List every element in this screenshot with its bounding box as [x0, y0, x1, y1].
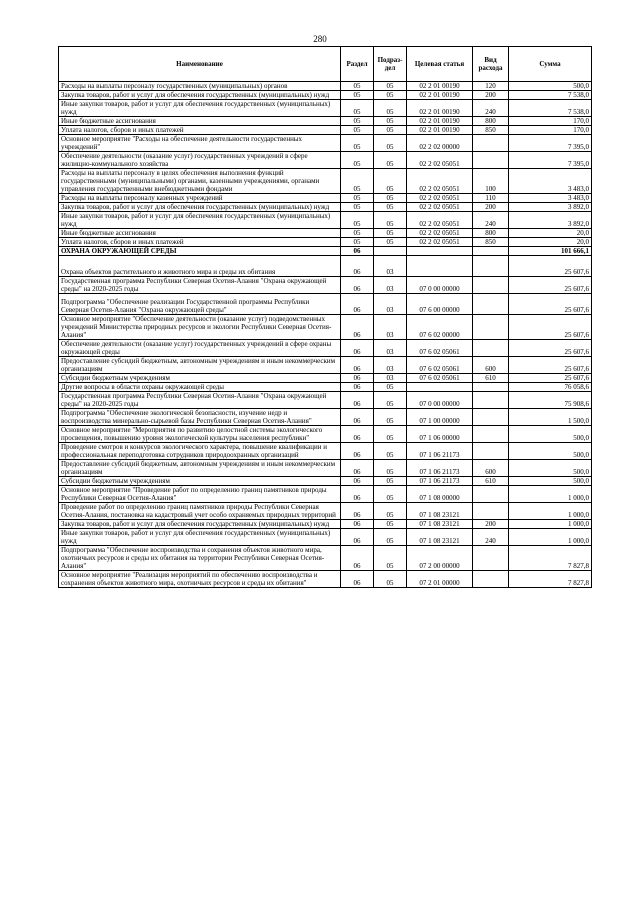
cell-target-item: 07 0 00 00000: [407, 392, 473, 409]
cell-razdel: 06: [341, 277, 374, 294]
cell-target-item: 02 2 02 05051: [407, 212, 473, 229]
cell-sum: 7 395,0: [509, 135, 592, 152]
table-row: [59, 135, 592, 152]
cell-expense-type: 200: [473, 203, 509, 212]
cell-podrazdel: 05: [374, 477, 407, 486]
column-header-razdel: Раздел: [341, 47, 374, 82]
cell-expense-type: [473, 571, 509, 588]
cell-podrazdel: 05: [374, 117, 407, 126]
cell-expense-type: 240: [473, 212, 509, 229]
cell-podrazdel: 05: [374, 571, 407, 588]
cell-razdel: 05: [341, 169, 374, 194]
cell-name: Закупка товаров, работ и услуг для обеспечения государственных (муниципальных) нужд: [59, 520, 341, 529]
cell-razdel: 06: [341, 294, 374, 315]
table-row: [59, 315, 592, 340]
cell-razdel: 06: [341, 315, 374, 340]
cell-name: Обеспечение деятельности (оказание услуг) государственных учреждений в сфере жилищно-коммунального хозяйства: [59, 152, 341, 169]
table-row: [59, 152, 592, 169]
cell-razdel: 05: [341, 135, 374, 152]
cell-name: Основное мероприятие "Реализация мероприятий по обеспечению воспроизводства и сохранения объектов животного мира, охотничьих ресурсов и среды их обитания": [59, 571, 341, 588]
cell-sum: 500,0: [509, 477, 592, 486]
table-row: [59, 91, 592, 100]
cell-name: Субсидии бюджетным учреждениям: [59, 477, 341, 486]
cell-sum: 25 607,6: [509, 315, 592, 340]
cell-sum: 25 607,6: [509, 340, 592, 357]
cell-expense-type: 200: [473, 91, 509, 100]
table-row: [59, 546, 592, 571]
cell-expense-type: [473, 426, 509, 443]
cell-target-item: [407, 256, 473, 277]
cell-expense-type: 110: [473, 194, 509, 203]
page-number: 280: [313, 34, 327, 44]
cell-razdel: 06: [341, 460, 374, 477]
cell-podrazdel: 05: [374, 169, 407, 194]
cell-expense-type: [473, 294, 509, 315]
cell-podrazdel: 05: [374, 546, 407, 571]
cell-razdel: 06: [341, 340, 374, 357]
cell-razdel: 05: [341, 82, 374, 91]
cell-sum: 20,0: [509, 229, 592, 238]
cell-expense-type: 610: [473, 477, 509, 486]
table-row: [59, 82, 592, 91]
cell-razdel: 06: [341, 409, 374, 426]
cell-expense-type: [473, 135, 509, 152]
cell-expense-type: [473, 392, 509, 409]
cell-sum: 76 058,6: [509, 383, 592, 392]
cell-podrazdel: 05: [374, 392, 407, 409]
cell-podrazdel: 05: [374, 194, 407, 203]
table-row: [59, 392, 592, 409]
column-header-expense-type: Вид расхода: [473, 47, 509, 82]
cell-sum: 20,0: [509, 238, 592, 247]
cell-target-item: 07 1 08 00000: [407, 486, 473, 503]
cell-razdel: 06: [341, 520, 374, 529]
table-row: [59, 212, 592, 229]
cell-target-item: 07 1 06 21173: [407, 477, 473, 486]
cell-podrazdel: [374, 247, 407, 256]
cell-name: Иные закупки товаров, работ и услуг для обеспечения государственных (муниципальных) нужд: [59, 212, 341, 229]
table-row: [59, 460, 592, 477]
cell-expense-type: [473, 277, 509, 294]
cell-podrazdel: 03: [374, 357, 407, 374]
cell-sum: 3 892,0: [509, 203, 592, 212]
cell-podrazdel: 03: [374, 256, 407, 277]
cell-expense-type: 600: [473, 357, 509, 374]
cell-expense-type: [473, 443, 509, 460]
table-row: [59, 409, 592, 426]
column-header-name: Наименование: [59, 47, 341, 82]
cell-sum: 101 666,1: [509, 247, 592, 256]
cell-expense-type: [473, 340, 509, 357]
cell-target-item: 07 6 02 00000: [407, 315, 473, 340]
cell-razdel: 06: [341, 546, 374, 571]
cell-target-item: 07 6 00 00000: [407, 294, 473, 315]
cell-expense-type: [473, 383, 509, 392]
cell-name: Государственная программа Республики Северная Осетия-Алания "Охрана окружающей среды" на 2020-2025 годы: [59, 392, 341, 409]
cell-name: Основное мероприятие "Проведение работ по определению границ памятников природы Республики Северная Осетия-Алания": [59, 486, 341, 503]
cell-sum: 25 607,6: [509, 277, 592, 294]
table-row: [59, 229, 592, 238]
cell-target-item: 02 2 01 00190: [407, 91, 473, 100]
cell-name: Другие вопросы в области охраны окружающей среды: [59, 383, 341, 392]
cell-target-item: 02 2 02 05051: [407, 194, 473, 203]
table-row: [59, 100, 592, 117]
cell-target-item: 07 1 06 00000: [407, 426, 473, 443]
table-header-row: [59, 47, 592, 82]
cell-podrazdel: 05: [374, 152, 407, 169]
cell-razdel: 05: [341, 126, 374, 135]
cell-podrazdel: 05: [374, 100, 407, 117]
table-row: [59, 117, 592, 126]
cell-sum: 500,0: [509, 426, 592, 443]
cell-podrazdel: 05: [374, 529, 407, 546]
cell-podrazdel: 05: [374, 486, 407, 503]
table-row: [59, 238, 592, 247]
cell-name: ОХРАНА ОКРУЖАЮЩЕЙ СРЕДЫ: [59, 247, 341, 256]
cell-razdel: 06: [341, 247, 374, 256]
cell-razdel: 05: [341, 203, 374, 212]
table-body: [59, 82, 592, 588]
cell-razdel: 06: [341, 256, 374, 277]
cell-expense-type: 800: [473, 229, 509, 238]
cell-razdel: 06: [341, 503, 374, 520]
cell-podrazdel: 05: [374, 135, 407, 152]
cell-sum: 500,0: [509, 460, 592, 477]
cell-expense-type: 100: [473, 169, 509, 194]
table-row: [59, 277, 592, 294]
cell-razdel: 05: [341, 100, 374, 117]
cell-name: Уплата налогов, сборов и иных платежей: [59, 126, 341, 135]
cell-sum: 75 908,6: [509, 392, 592, 409]
cell-target-item: 07 1 06 21173: [407, 443, 473, 460]
cell-podrazdel: 03: [374, 374, 407, 383]
cell-sum: 1 000,0: [509, 503, 592, 520]
column-header-target-item: Целевая статья: [407, 47, 473, 82]
cell-target-item: 02 2 02 05051: [407, 152, 473, 169]
cell-target-item: 02 2 01 00190: [407, 117, 473, 126]
cell-target-item: 02 2 02 05051: [407, 238, 473, 247]
cell-razdel: 06: [341, 443, 374, 460]
cell-expense-type: [473, 409, 509, 426]
cell-razdel: 06: [341, 383, 374, 392]
table-row: [59, 486, 592, 503]
cell-expense-type: [473, 486, 509, 503]
cell-name: Обеспечение деятельности (оказание услуг) государственных учреждений в сфере охраны окружающей среды: [59, 340, 341, 357]
cell-name: Закупка товаров, работ и услуг для обеспечения государственных (муниципальных) нужд: [59, 203, 341, 212]
cell-expense-type: 850: [473, 238, 509, 247]
cell-sum: 500,0: [509, 82, 592, 91]
cell-sum: 3 892,0: [509, 212, 592, 229]
cell-target-item: 07 2 00 00000: [407, 546, 473, 571]
cell-name: Основное мероприятие "Расходы на обеспечение деятельности государственных учреждений": [59, 135, 341, 152]
cell-name: Расходы на выплаты персоналу государственных (муниципальных) органов: [59, 82, 341, 91]
cell-target-item: 07 6 02 05061: [407, 340, 473, 357]
cell-sum: 25 607,6: [509, 357, 592, 374]
cell-target-item: 02 2 02 05051: [407, 203, 473, 212]
cell-target-item: [407, 247, 473, 256]
cell-razdel: 06: [341, 357, 374, 374]
cell-razdel: 06: [341, 529, 374, 546]
cell-podrazdel: 05: [374, 409, 407, 426]
table-row: [59, 520, 592, 529]
cell-target-item: [407, 383, 473, 392]
cell-razdel: 05: [341, 229, 374, 238]
cell-name: Основное мероприятие "Обеспечение деятельности (оказание услуг) подведомственных учреждений Министерства природных ресурсов и экологии Республики Северная Осетия-Алания": [59, 315, 341, 340]
cell-target-item: 07 1 00 00000: [407, 409, 473, 426]
cell-target-item: 02 2 02 05051: [407, 169, 473, 194]
cell-sum: 3 483,0: [509, 169, 592, 194]
table-row: [59, 126, 592, 135]
cell-name: Проведение работ по определению границ памятников природы Республики Северная Осетия-Алания, постановка на кадастровый учет особо охраняемых природных территорий: [59, 503, 341, 520]
cell-target-item: 07 6 02 05061: [407, 374, 473, 383]
cell-expense-type: [473, 546, 509, 571]
table-row: [59, 247, 592, 256]
cell-razdel: 06: [341, 374, 374, 383]
table-row: [59, 426, 592, 443]
cell-sum: 7 538,0: [509, 91, 592, 100]
cell-name: Подпрограмма "Обеспечение реализации Государственной программы Республики Северная Осетия-Алания "Охрана окружающей среды": [59, 294, 341, 315]
cell-razdel: 06: [341, 571, 374, 588]
cell-sum: 170,0: [509, 117, 592, 126]
cell-expense-type: [473, 247, 509, 256]
cell-name: Иные закупки товаров, работ и услуг для обеспечения государственных (муниципальных) нужд: [59, 529, 341, 546]
table-row: [59, 477, 592, 486]
cell-podrazdel: 05: [374, 82, 407, 91]
table-row: [59, 256, 592, 277]
cell-razdel: 06: [341, 486, 374, 503]
cell-razdel: 05: [341, 212, 374, 229]
cell-podrazdel: 03: [374, 294, 407, 315]
cell-target-item: 07 1 08 23121: [407, 529, 473, 546]
cell-sum: 25 607,6: [509, 256, 592, 277]
cell-podrazdel: 05: [374, 426, 407, 443]
cell-podrazdel: 03: [374, 340, 407, 357]
cell-name: Субсидии бюджетным учреждениям: [59, 374, 341, 383]
cell-razdel: 05: [341, 194, 374, 203]
cell-razdel: 06: [341, 392, 374, 409]
cell-target-item: 02 2 01 00190: [407, 100, 473, 117]
cell-name: Проведение смотров и конкурсов экологического характера, повышение квалификации и профессиональная переподготовка сотрудников природоохранных организаций: [59, 443, 341, 460]
cell-sum: 7 538,0: [509, 100, 592, 117]
cell-target-item: 07 6 02 05061: [407, 357, 473, 374]
cell-expense-type: [473, 152, 509, 169]
cell-podrazdel: 05: [374, 229, 407, 238]
table-row: [59, 203, 592, 212]
cell-razdel: 05: [341, 238, 374, 247]
cell-podrazdel: 05: [374, 383, 407, 392]
cell-podrazdel: 05: [374, 460, 407, 477]
cell-sum: 170,0: [509, 126, 592, 135]
cell-name: Иные бюджетные ассигнования: [59, 229, 341, 238]
cell-sum: 7 827,8: [509, 546, 592, 571]
cell-name: Уплата налогов, сборов и иных платежей: [59, 238, 341, 247]
cell-target-item: 02 2 01 00190: [407, 126, 473, 135]
cell-name: Предоставление субсидий бюджетным, автономным учреждениям и иным некоммерческим организациям: [59, 460, 341, 477]
cell-podrazdel: 05: [374, 91, 407, 100]
cell-name: Охрана объектов растительного и животного мира и среды их обитания: [59, 256, 341, 277]
cell-expense-type: 850: [473, 126, 509, 135]
cell-name: Расходы на выплаты персоналу казенных учреждений: [59, 194, 341, 203]
cell-target-item: 07 1 06 21173: [407, 460, 473, 477]
cell-sum: 3 483,0: [509, 194, 592, 203]
cell-razdel: 05: [341, 91, 374, 100]
cell-expense-type: 610: [473, 374, 509, 383]
cell-expense-type: 240: [473, 529, 509, 546]
budget-table: [58, 46, 592, 588]
cell-expense-type: 240: [473, 100, 509, 117]
cell-podrazdel: 05: [374, 203, 407, 212]
cell-razdel: 06: [341, 477, 374, 486]
cell-name: Иные бюджетные ассигнования: [59, 117, 341, 126]
cell-razdel: 06: [341, 426, 374, 443]
cell-name: Иные закупки товаров, работ и услуг для обеспечения государственных (муниципальных) нужд: [59, 100, 341, 117]
cell-name: Подпрограмма "Обеспечение экологической безопасности, изучение недр и воспроизводства минерально-сырьевой базы Республики Северная Осетия-Алания": [59, 409, 341, 426]
cell-sum: 500,0: [509, 443, 592, 460]
cell-razdel: 05: [341, 117, 374, 126]
cell-name: Закупка товаров, работ и услуг для обеспечения государственных (муниципальных) нужд: [59, 91, 341, 100]
cell-target-item: 07 1 08 23121: [407, 520, 473, 529]
cell-expense-type: [473, 315, 509, 340]
cell-expense-type: 200: [473, 520, 509, 529]
cell-name: Предоставление субсидий бюджетным, автономным учреждениям и иным некоммерческим организациям: [59, 357, 341, 374]
cell-target-item: 02 2 02 05051: [407, 229, 473, 238]
table-row: [59, 194, 592, 203]
cell-podrazdel: 05: [374, 503, 407, 520]
cell-podrazdel: 05: [374, 212, 407, 229]
table-row: [59, 374, 592, 383]
cell-sum: 25 607,6: [509, 294, 592, 315]
table-row: [59, 383, 592, 392]
cell-name: Расходы на выплаты персоналу в целях обеспечения выполнения функций государственными (муниципальными) органами, казенными учреждениями, органами управления государственными внебюджетными фондами: [59, 169, 341, 194]
cell-name: Основное мероприятие "Мероприятия по развитию целостной системы экологического просвещения, повышению уровня экологической культуры населения республики": [59, 426, 341, 443]
cell-podrazdel: 05: [374, 126, 407, 135]
cell-podrazdel: 05: [374, 520, 407, 529]
table-row: [59, 529, 592, 546]
table-row: [59, 294, 592, 315]
table-row: [59, 503, 592, 520]
cell-sum: 1 000,0: [509, 486, 592, 503]
cell-expense-type: 600: [473, 460, 509, 477]
cell-target-item: 07 2 01 00000: [407, 571, 473, 588]
table-row: [59, 571, 592, 588]
cell-expense-type: 120: [473, 82, 509, 91]
cell-sum: 7 395,0: [509, 152, 592, 169]
cell-expense-type: [473, 503, 509, 520]
cell-target-item: 02 2 01 00190: [407, 82, 473, 91]
cell-sum: 1 000,0: [509, 520, 592, 529]
table-row: [59, 169, 592, 194]
cell-sum: 1 500,0: [509, 409, 592, 426]
cell-sum: 1 000,0: [509, 529, 592, 546]
cell-podrazdel: 05: [374, 238, 407, 247]
table-row: [59, 357, 592, 374]
table-row: [59, 443, 592, 460]
cell-sum: 7 827,8: [509, 571, 592, 588]
cell-target-item: 07 0 00 00000: [407, 277, 473, 294]
cell-name: Государственная программа Республики Северная Осетия-Алания "Охрана окружающей среды" на 2020-2025 годы: [59, 277, 341, 294]
column-header-sum: Сумма: [509, 47, 592, 82]
cell-expense-type: [473, 256, 509, 277]
table-row: [59, 340, 592, 357]
cell-podrazdel: 03: [374, 277, 407, 294]
cell-expense-type: 800: [473, 117, 509, 126]
cell-razdel: 05: [341, 152, 374, 169]
cell-podrazdel: 03: [374, 315, 407, 340]
cell-sum: 25 607,6: [509, 374, 592, 383]
cell-target-item: 02 2 02 00000: [407, 135, 473, 152]
cell-target-item: 07 1 08 23121: [407, 503, 473, 520]
column-header-podrazdel: Подраз-дел: [374, 47, 407, 82]
cell-name: Подпрограмма "Обеспечение воспроизводства и сохранения объектов животного мира, охотничьих ресурсов и среды их обитания на территории Республики Северная Осетия-Алания": [59, 546, 341, 571]
cell-podrazdel: 05: [374, 443, 407, 460]
